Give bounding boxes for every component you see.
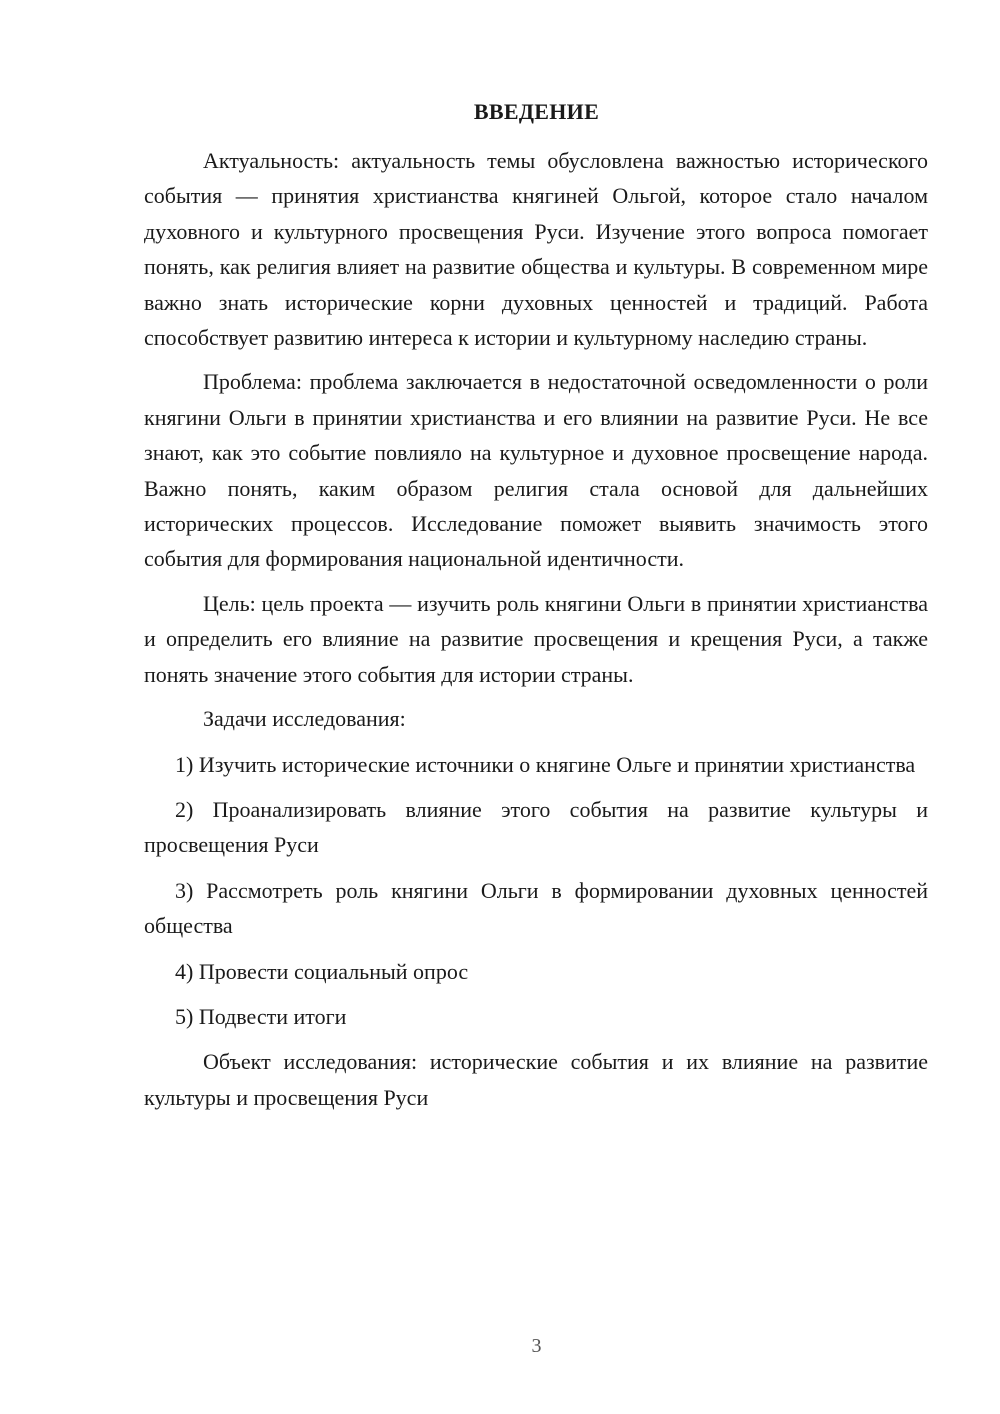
object-paragraph: Объект исследования: исторические события и их влияние на развитие культуры и просвещения Руси xyxy=(144,1049,928,1110)
goal-paragraph: Цель: цель проекта — изучить роль княгини Ольги в принятии христианства и определить его влияние на развитие просвещения и крещения Руси, а также понять значение этого события для истории страны. xyxy=(144,590,928,687)
task-item: 1) Изучить исторические источники о княгине Ольге и принятии христианства xyxy=(175,751,916,777)
relevance-paragraph: Актуальность: актуальность темы обусловлена важностью исторического события — принятия христианства княгиней Ольгой, которое стало началом духовного и культурного просвещения Руси. Изучение этого вопроса помогает понять, как религия влияет на развитие общества и культуры. В современном мире важно знать исторические корни духовных ценностей и традиций. Работа способствует развитию интереса к истории и культурному наследию страны. xyxy=(144,148,928,351)
task-item: 5) Подвести итоги xyxy=(175,1003,347,1029)
task-item: 4) Провести социальный опрос xyxy=(175,958,469,984)
task-item: 2) Проанализировать влияние этого события на развитие культуры и просвещения Руси xyxy=(144,796,928,858)
task-item: 3) Рассмотреть роль княгини Ольги в формировании духовных ценностей общества xyxy=(144,877,928,939)
page-title: ВВЕДЕНИЕ xyxy=(473,99,600,124)
tasks-heading: Задачи исследования: xyxy=(203,706,406,732)
document-body xyxy=(144,143,928,1115)
page-number: 3 xyxy=(531,1335,542,1357)
problem-paragraph: Проблема: проблема заключается в недостаточной осведомленности о роли княгини Ольги в принятии христианства и его влиянии на развитие Руси. Не все знают, как это событие повлияло на культурное и духовное просвещение народа. Важно понять, каким образом религия стала основой для дальнейших исторических процессов. Исследование поможет выявить значимость этого события для формирования национальной идентичности. xyxy=(144,369,928,572)
